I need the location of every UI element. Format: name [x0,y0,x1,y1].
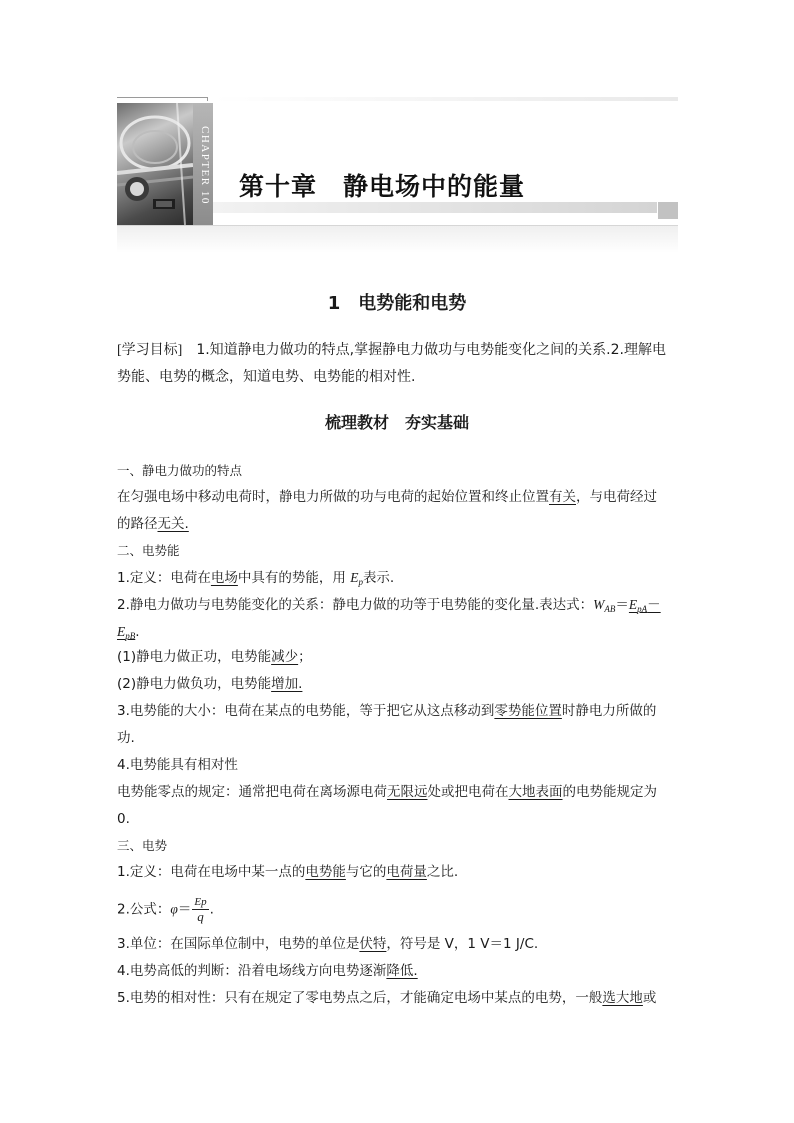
section-title: 1 电势能和电势 [327,293,467,314]
text-span: 3.电势能的大小：电荷在某点的电势能，等于把它从这点移动到 [117,703,495,719]
text-span: . [209,901,214,918]
banner-top-fade [213,97,678,101]
text-span: － [647,597,661,613]
text-span: 2.公式： [117,901,171,918]
part3-relativity [117,988,679,1008]
text-span: 2.静电力做功与电势能变化的关系：静电力做的功等于电势能的变化量.表达式： [117,597,594,613]
banner-corner-line [117,97,208,101]
blank-answer: 减少 [271,649,299,665]
learning-objectives [117,337,679,390]
part1-heading: 一、静电力做功的特点 [117,463,243,478]
blank-answer: 选大地 [602,990,643,1006]
objectives-tag: [学习目标] [117,343,183,358]
symbol-subscript: pA [637,604,648,614]
text-span: 在匀强电场中移动电荷时，静电力所做的功与电荷的起始位置和终止位置 [117,489,549,505]
blank-answer: 无关. [157,516,189,532]
text-span: 1.定义：电荷在 [117,570,211,586]
blank-answer: 有关 [549,489,576,505]
text-span: ＝ [615,597,629,613]
blank-answer: 伏特 [359,936,387,952]
part1-line2 [117,514,679,534]
part2-negative-work [117,674,679,694]
text-span: . [135,624,140,640]
part2-relation [117,595,679,619]
part2-magnitude [117,701,679,721]
text-span: 表示. [362,570,395,586]
text-span: ，与电荷经过 [576,489,657,505]
symbol: E [628,597,638,612]
text-span: (2)静电力做负功，电势能 [117,676,272,692]
part1-line1 [117,487,679,507]
fraction-numerator: Ep [194,896,207,908]
banner-accent-square [658,202,678,219]
blank-answer: 电势能 [305,864,346,880]
text-span: 4.电势高低的判断：沿着电场线方向电势逐渐 [117,963,387,979]
banner-bottom-fade [117,226,678,253]
text-span: 的电势能规定为 [562,784,657,800]
part2-relation-cont [117,622,679,646]
blank-answer: 无限远 [387,784,428,800]
part2-magnitude-cont: 功. [117,730,135,746]
text-span: 的路径 [117,516,158,532]
part2-zero-point [117,782,679,802]
text-span: 处或把电荷在 [427,784,509,800]
text-span: ； [298,649,312,665]
blank-answer: 零势能位置 [494,703,562,719]
text-span: (1)静电力做正功，电势能 [117,649,272,665]
part2-heading: 二、电势能 [117,543,180,558]
part3-judgement [117,961,679,981]
part3-formula [117,896,679,923]
text-span: ＝ [177,901,192,918]
chapter-title: 第十章 静电场中的能量 [239,172,526,201]
text-span: 与它的 [345,864,387,880]
part3-definition [117,862,679,882]
text-span: 电势能零点的规定：通常把电荷在离场源电荷 [117,784,387,800]
banner-shadow-bar [213,202,657,213]
potential-fraction [192,896,208,923]
blank-answer: 降低. [386,963,418,979]
symbol-subscript: AB [604,604,616,614]
text-span: 3.单位：在国际单位制中，电势的单位是 [117,936,360,952]
text-span: 5.电势的相对性：只有在规定了零电势点之后，才能确定电场中某点的电势，一般 [117,990,603,1006]
blank-answer: 增加. [271,676,303,692]
text-span: 之比. [426,864,459,880]
text-span: 中具有的势能，用 [237,570,351,586]
blank-answer: 电荷量 [386,864,427,880]
subtitle: 梳理教材 夯实基础 [324,413,469,432]
symbol: E [117,624,126,639]
fraction-denominator: q [197,909,204,924]
phi-symbol: φ [170,901,178,917]
part2-positive-work [117,647,679,667]
tunnel-photo [117,103,193,225]
symbol: E [350,570,359,585]
part2-zero-point-cont: 0. [117,811,130,827]
objectives-text: 1.知道静电力做功的特点,掌握静电力做功与电势能变化之间的关系.2.理解电势能、电势的概念，知道电势、电势能的相对性. [117,342,666,385]
text-span: 1.定义：电荷在电场中某一点的 [117,864,306,880]
part2-definition [117,568,679,592]
text-span: ，符号是 V，1 V＝1 J/C. [386,936,539,952]
text-span: 时静电力所做的 [561,703,657,719]
part2-relativity-heading: 4.电势能具有相对性 [117,757,238,773]
part3-heading: 三、电势 [117,838,168,853]
part3-unit [117,934,679,954]
symbol: W [593,597,605,612]
chapter-banner [117,97,678,253]
blank-answer: 大地表面 [508,784,563,800]
blank-answer: 电场 [210,570,238,586]
text-span: 或 [642,990,657,1006]
symbol-subscript: p [358,577,363,587]
symbol-subscript: pB [125,631,136,641]
chapter-number-label: CHAPTER 10 [199,125,211,205]
